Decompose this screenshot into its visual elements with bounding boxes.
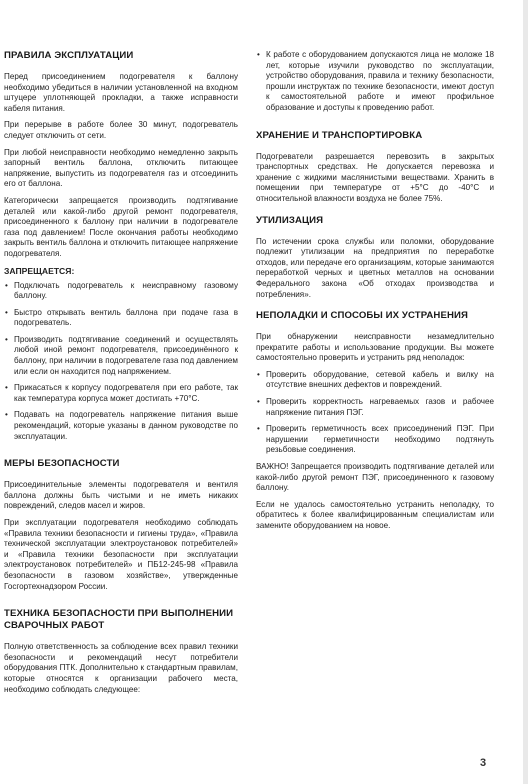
list-item: • Подключать подогреватель к неисправному газовому баллону. xyxy=(4,281,238,302)
list-item: • Проверить корректность нагреваемых газов и рабочее напряжение питания ПЭГ. xyxy=(256,397,494,418)
list-item: • Проверить герметичность всех присоединений ПЭГ. При нарушении герметичности необходимо подтянуть резьбовые соединения. xyxy=(256,424,494,456)
section-title-storage: ХРАНЕНИЕ И ТРАНСПОРТИРОВКА xyxy=(256,129,423,141)
important-note: ВАЖНО! Запрещается производить подтягивание деталей или какой-либо другой ремонт ПЭГ, присоединенного к газовому баллону. xyxy=(256,462,494,493)
section-title-operation: ПРАВИЛА ЭКСПЛУАТАЦИИ xyxy=(4,50,134,61)
page-number: 3 xyxy=(480,757,487,769)
paragraph: При перерыве в работе более 30 минут, подогреватель следует отключить от сети. xyxy=(4,120,238,140)
section-title-safety: МЕРЫ БЕЗОПАСНОСТИ xyxy=(4,458,120,470)
paragraph: При обнаружении неисправности незамедлительно прекратите работы и использование продукции. Вы можете самостоятельно проверить и устранить ряд неполадок: xyxy=(256,332,494,363)
paragraph: Категорически запрещается производить подтягивание деталей или какой-либо другой ремонт подогревателя, присоединенного к баллону при наличии в подогревателе газа под давлением! После окончания работы необходимо закрыть вентиль баллона и отключить питающее напряжение подогревателя. xyxy=(4,195,238,258)
paragraph: Если не удалось самостоятельно устранить неполадку, то обратитесь к более квалифицированным специалистам или замените оборудованием на новое. xyxy=(256,499,494,530)
forbidden-list xyxy=(4,281,238,443)
list-item: • Производить подтягивание соединений и осуществлять любой иной ремонт подогревателя, присоединённого к баллону, при наличии в подогревателе газа под давлением или если он находится под напряжением. xyxy=(4,335,238,377)
paragraph: Полную ответственность за соблюдение всех правил техники безопасности и рекомендаций несут потребители оборудования ПТК. Дополнительно к стандартным правилам, которые относятся к организации рабочего места, необходимо соблюдать следующее: xyxy=(4,642,238,694)
left-column xyxy=(4,50,238,701)
section-title-disposal: УТИЛИЗАЦИЯ xyxy=(256,214,324,226)
forbidden-label: ЗАПРЕЩАЕТСЯ: xyxy=(4,265,75,276)
paragraph: По истечении срока службы или поломки, оборудование подлежит утилизации на предприятия по переработке отходов, или передаче его организациям, которые занимаются переработкой черных и цветных металлов на основании Федерального закона «Об отходах производства и потребления». xyxy=(256,236,494,299)
list-item: • К работе с оборудованием допускаются лица не моложе 18 лет, которые изучили руководство по эксплуатации, устройство оборудования, правила и технику безопасности, прошли инструктаж по технике безопасности, имеют доступ к самостоятельной работе и имеют профильное образование и доступы к проведению работ. xyxy=(256,50,494,114)
section-title-troubleshooting: НЕПОЛАДКИ И СПОСОБЫ ИХ УСТРАНЕНИЯ xyxy=(256,310,468,322)
page-edge xyxy=(523,0,528,784)
list-item: • Прикасаться к корпусу подогревателя при его работе, так как температура корпуса может достигать +70°С. xyxy=(4,383,238,404)
list-item: • Быстро открывать вентиль баллона при подаче газа в подогреватель. xyxy=(4,308,238,329)
intro-list xyxy=(256,50,494,114)
paragraph: При любой неисправности необходимо немедленно закрыть запорный вентиль баллона, отключить питающее напряжение, выпустить из подогревателя газ и отсоединить его от баллона. xyxy=(4,147,238,189)
paragraph: При эксплуатации подогревателя необходимо соблюдать «Правила техники безопасности и гигиены труда», «Правила технической эксплуатации электроустановок потребителей» и «Правила техники безопасности при эксплуатации электроустановок потребителей» и ПБ12-245-98 «Правила безопасности в газовом хозяйстве», утвержденные Госгортехнадзором России. xyxy=(4,518,238,591)
checks-list xyxy=(256,370,494,456)
list-item: • Подавать на подогреватель напряжение питания выше рекомендаций, которые указаны в данном руководстве по эксплуатации. xyxy=(4,410,238,442)
list-item: • Проверить оборудование, сетевой кабель и вилку на отсутствие внешних дефектов и повреждений. xyxy=(256,370,494,391)
paragraph: Подогреватели разрешается перевозить в закрытых транспортных средствах. Не допускается перевозка и хранение с жидкими маслянистыми веществами. Хранить в помещении при температуре от +5°С до -40°С и относительной влажности воздуха не более 75%. xyxy=(256,151,494,203)
right-column xyxy=(256,50,494,538)
paragraph: Присоединительные элементы подогревателя и вентиля баллона должны быть чистыми и не иметь никаких повреждений, следов масел и жиров. xyxy=(4,480,238,511)
paragraph: Перед присоединением подогревателя к баллону необходимо убедиться в наличии установленной на входном штуцере уплотняющей прокладки, а также исправности кабеля питания. xyxy=(4,72,238,113)
section-title-welding: ТЕХНИКА БЕЗОПАСНОСТИ ПРИ ВЫПОЛНЕНИИ СВАРОЧНЫХ РАБОТ xyxy=(4,608,234,632)
